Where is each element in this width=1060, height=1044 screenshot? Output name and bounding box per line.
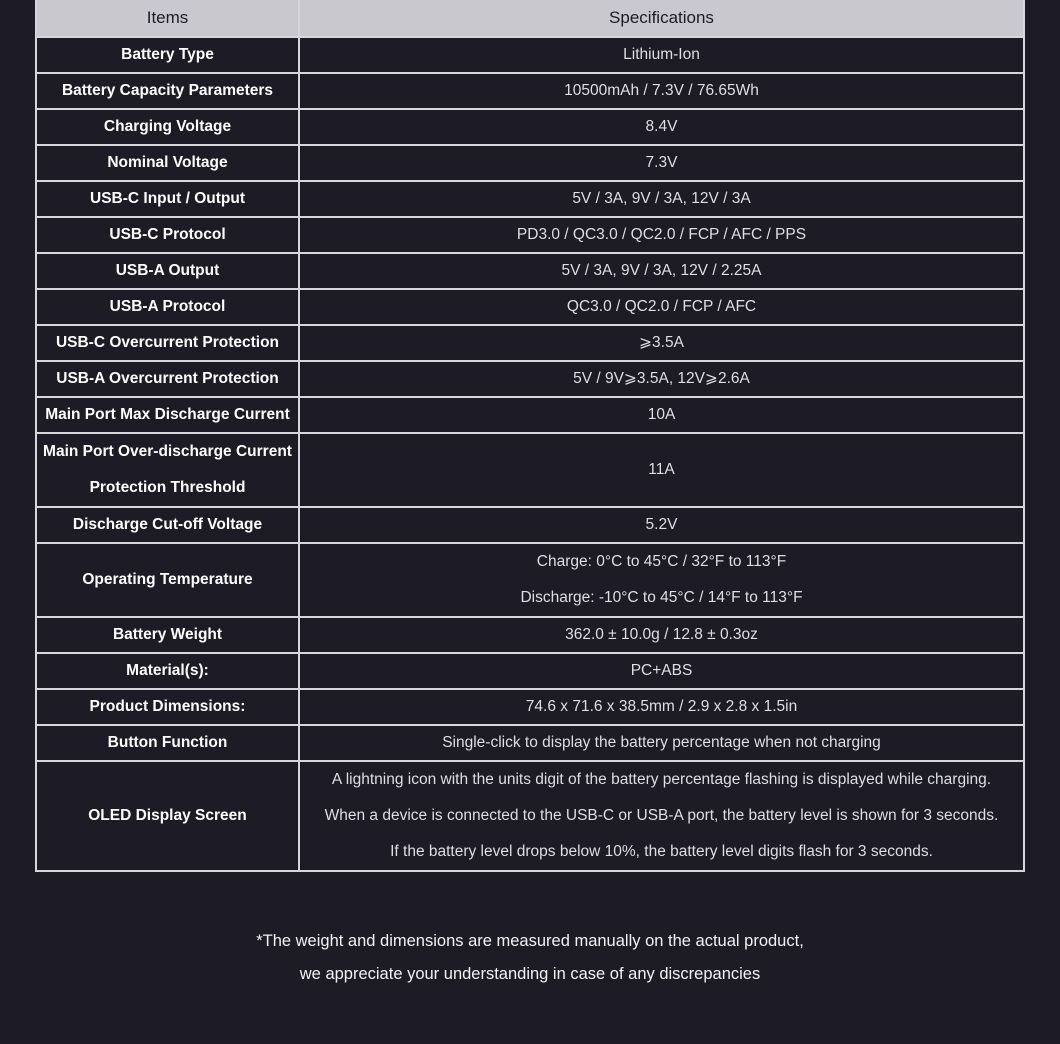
- spec-value: 8.4V: [645, 118, 678, 135]
- item-cell: [36, 217, 299, 253]
- item-cell: [36, 109, 299, 145]
- item-cell: [36, 507, 299, 543]
- item-label: Material(s):: [126, 662, 209, 679]
- item-label: USB-C Input / Output: [90, 190, 245, 207]
- spec-cell: [299, 689, 1024, 725]
- item-cell: [36, 361, 299, 397]
- item-label: Protection Threshold: [89, 479, 246, 496]
- item-label: Main Port Max Discharge Current: [45, 406, 290, 423]
- spec-value: Charge: 0°C to 45°C / 32°F to 113°F: [536, 553, 787, 570]
- table-row: [36, 507, 1024, 543]
- spec-cell: [299, 507, 1024, 543]
- item-label: Charging Voltage: [103, 118, 232, 135]
- item-label: Discharge Cut-off Voltage: [72, 516, 263, 533]
- spec-cell: [299, 433, 1024, 507]
- spec-value: PC+ABS: [630, 662, 693, 679]
- table-row: [36, 325, 1024, 361]
- spec-value: 362.0 ± 10.0g / 12.8 ± 0.3oz: [565, 626, 758, 643]
- item-label: Nominal Voltage: [107, 154, 228, 171]
- table-row: [36, 181, 1024, 217]
- spec-value: ⩾3.5A: [639, 334, 684, 351]
- spec-value: Discharge: -10°C to 45°C / 14°F to 113°F: [520, 589, 803, 606]
- item-label: Product Dimensions:: [89, 698, 246, 715]
- table-body: [36, 37, 1024, 871]
- spec-value: When a device is connected to the USB-C or USB-A port, the battery level is shown for 3 seconds.: [324, 807, 999, 824]
- item-label: Battery Type: [121, 46, 214, 63]
- item-cell: [36, 397, 299, 433]
- table-row: [36, 397, 1024, 433]
- item-label: USB-A Output: [115, 262, 220, 279]
- spec-value: 10A: [647, 406, 676, 423]
- header-row: [36, 0, 1024, 37]
- spec-value: 74.6 x 71.6 x 38.5mm / 2.9 x 2.8 x 1.5in: [525, 698, 798, 715]
- spec-value: 5V / 3A, 9V / 3A, 12V / 2.25A: [561, 262, 762, 279]
- item-cell: [36, 181, 299, 217]
- spec-value: 11A: [648, 461, 675, 478]
- item-cell: [36, 325, 299, 361]
- spec-cell: [299, 325, 1024, 361]
- footnote-line-1: *The weight and dimensions are measured manually on the actual product,: [256, 932, 804, 950]
- table-row: [36, 37, 1024, 73]
- spec-cell: [299, 397, 1024, 433]
- item-cell: [36, 543, 299, 617]
- spec-cell: [299, 617, 1024, 653]
- item-label: USB-C Protocol: [109, 226, 226, 243]
- item-cell: [36, 725, 299, 761]
- spec-cell: [299, 725, 1024, 761]
- item-label: Main Port Over-discharge Current: [43, 443, 292, 460]
- item-label: USB-A Protocol: [109, 298, 226, 315]
- table-row: [36, 543, 1024, 617]
- item-cell: [36, 433, 299, 507]
- footnote: [0, 925, 1060, 991]
- table-header: [36, 0, 1024, 37]
- table-row: [36, 253, 1024, 289]
- spec-value: 10500mAh / 7.3V / 76.65Wh: [564, 82, 759, 99]
- spec-cell: [299, 543, 1024, 617]
- item-cell: [36, 37, 299, 73]
- table-row: [36, 433, 1024, 507]
- item-cell: [36, 653, 299, 689]
- spec-cell: [299, 653, 1024, 689]
- spec-value: Single-click to display the battery percentage when not charging: [442, 734, 881, 751]
- spec-cell: [299, 217, 1024, 253]
- item-label: Battery Weight: [112, 626, 223, 643]
- spec-cell: [299, 253, 1024, 289]
- table-row: [36, 761, 1024, 871]
- table-row: [36, 361, 1024, 397]
- footnote-line-2: we appreciate your understanding in case of any discrepancies: [299, 965, 761, 983]
- spec-value: 5.2V: [645, 516, 678, 533]
- spec-value: 5V / 9V⩾3.5A, 12V⩾2.6A: [573, 370, 750, 387]
- header-items: Items: [36, 0, 299, 37]
- item-cell: [36, 253, 299, 289]
- spec-value: A lightning icon with the units digit of the battery percentage flashing is displayed while charging.: [331, 771, 992, 788]
- table-row: [36, 217, 1024, 253]
- spec-value: 7.3V: [645, 154, 678, 171]
- spec-cell: [299, 109, 1024, 145]
- spec-cell: [299, 181, 1024, 217]
- header-specifications: Specifications: [299, 0, 1024, 37]
- item-cell: [36, 761, 299, 871]
- spec-value: If the battery level drops below 10%, the battery level digits flash for 3 seconds.: [390, 843, 933, 860]
- table-row: [36, 653, 1024, 689]
- item-cell: [36, 289, 299, 325]
- item-label: Button Function: [107, 734, 228, 751]
- spec-value: Lithium-Ion: [623, 46, 700, 63]
- spec-value: QC3.0 / QC2.0 / FCP / AFC: [566, 298, 757, 315]
- item-label: Operating Temperature: [82, 571, 253, 588]
- table-row: [36, 725, 1024, 761]
- spec-cell: [299, 73, 1024, 109]
- spec-cell: [299, 289, 1024, 325]
- item-label: USB-A Overcurrent Protection: [56, 370, 279, 387]
- table-row: [36, 145, 1024, 181]
- item-cell: [36, 73, 299, 109]
- spec-value: PD3.0 / QC3.0 / QC2.0 / FCP / AFC / PPS: [516, 226, 807, 243]
- table-row: [36, 289, 1024, 325]
- specifications-table: [35, 0, 1025, 872]
- table-row: [36, 617, 1024, 653]
- spec-cell: [299, 761, 1024, 871]
- item-cell: [36, 689, 299, 725]
- item-cell: [36, 617, 299, 653]
- spec-value: 5V / 3A, 9V / 3A, 12V / 3A: [572, 190, 751, 207]
- spec-cell: [299, 37, 1024, 73]
- spec-cell: [299, 361, 1024, 397]
- item-label: Battery Capacity Parameters: [61, 82, 274, 99]
- table-row: [36, 73, 1024, 109]
- table-row: [36, 689, 1024, 725]
- spec-cell: [299, 145, 1024, 181]
- item-label: USB-C Overcurrent Protection: [55, 334, 280, 351]
- table-row: [36, 109, 1024, 145]
- item-cell: [36, 145, 299, 181]
- item-label: OLED Display Screen: [88, 807, 247, 824]
